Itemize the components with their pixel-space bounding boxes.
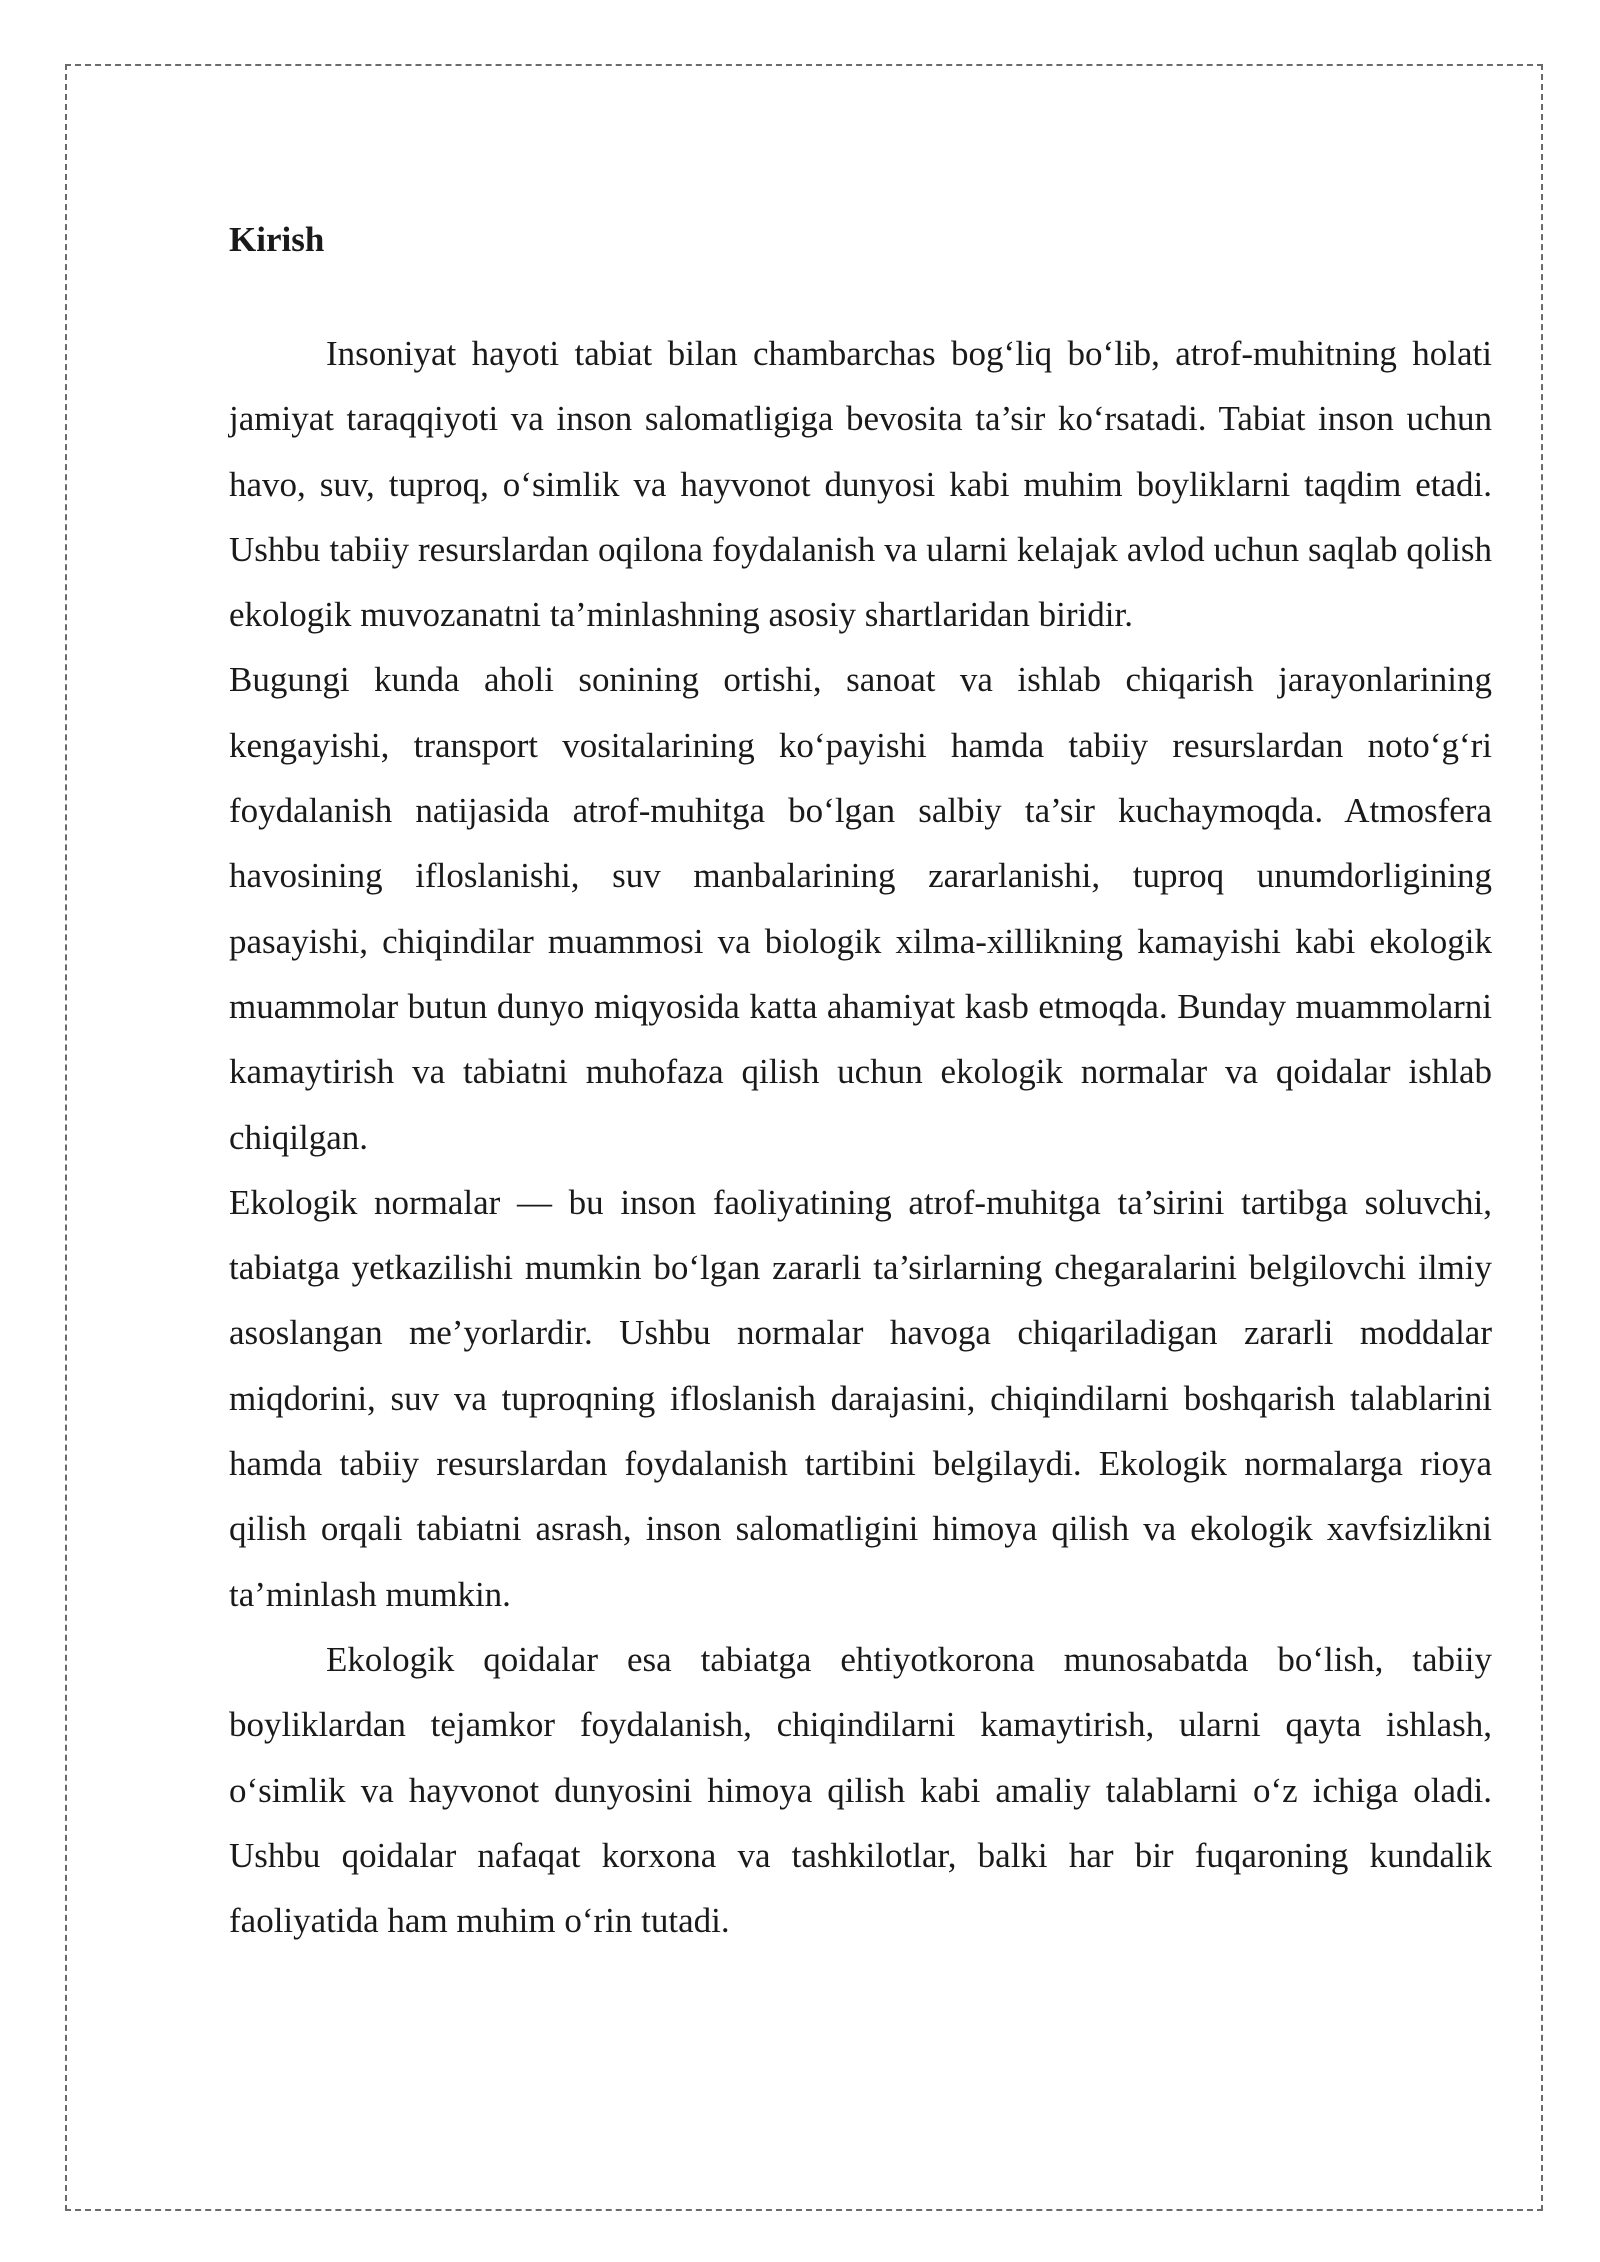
paragraph-intro: Insoniyat hayoti tabiat bilan chambarchas bog‘liq bo‘lib, atrof-muhitning holati jamiyat taraqqiyoti va inson salomatligiga bevosita ta’sir ko‘rsatadi. Tabiat inson uchun havo, suv, tuproq, o‘simlik va hayvonot dunyosi kabi muhim boyliklarni taqdim etadi. Ushbu tabiiy resurslardan oqilona foydalanish va ularni kelajak avlod uchun saqlab qolish ekologik muvozanatni ta’minlashning asosiy shartlaridan biridir. — [229, 334, 1492, 635]
paragraph-rules: Ekologik qoidalar esa tabiatga ehtiyotkorona munosabatda bo‘lish, tabiiy boyliklardan tejamkor foydalanish, chiqindilarni kamaytirish, ularni qayta ishlash, o‘simlik va hayvonot dunyosini himoya qilish kabi amaliy talablarni o‘z ichiga oladi. Ushbu qoidalar nafaqat korxona va tashkilotlar, balki har bir fuqaroning kundalik faoliyatida ham muhim o‘rin tutadi. — [229, 1639, 1492, 1941]
paragraph-problems: Bugungi kunda aholi sonining ortishi, sanoat va ishlab chiqarish jarayonlarining kengayishi, transport vositalarining ko‘payishi hamda tabiiy resurslardan noto‘g‘ri foydalanish natijasida atrof-muhitga bo‘lgan salbiy ta’sir kuchaymoqda. Atmosfera havosining ifloslanishi, suv manbalarining zararlanishi, tuproq unumdorligining pasayishi, chiqindilar muammosi va biologik xilma-xillikning kamayishi kabi ekologik muammolar butun dunyo miqyosida katta ahamiyat kasb etmoqda. Bunday muammolarni kamaytirish va tabiatni muhofaza qilish uchun ekologik normalar va qoidalar ishlab chiqilgan. — [229, 660, 1492, 1157]
section-heading: Kirish — [229, 220, 325, 259]
document-body — [229, 205, 1492, 1953]
paragraph-norms: Ekologik normalar — bu inson faoliyatining atrof-muhitga ta’sirini tartibga soluvchi, tabiatga yetkazilishi mumkin bo‘lgan zararli ta’sirlarning chegaralarini belgilovchi ilmiy asoslangan me’yorlardir. Ushbu normalar havoga chiqariladigan zararli moddalar miqdorini, suv va tuproqning ifloslanish darajasini, chiqindilarni boshqarish talablarini hamda tabiiy resurslardan foydalanish tartibini belgilaydi. Ekologik normalarga rioya qilish orqali tabiatni asrash, inson salomatligini himoya qilish va ekologik xavfsizlikni ta’minlash mumkin. — [229, 1182, 1492, 1614]
